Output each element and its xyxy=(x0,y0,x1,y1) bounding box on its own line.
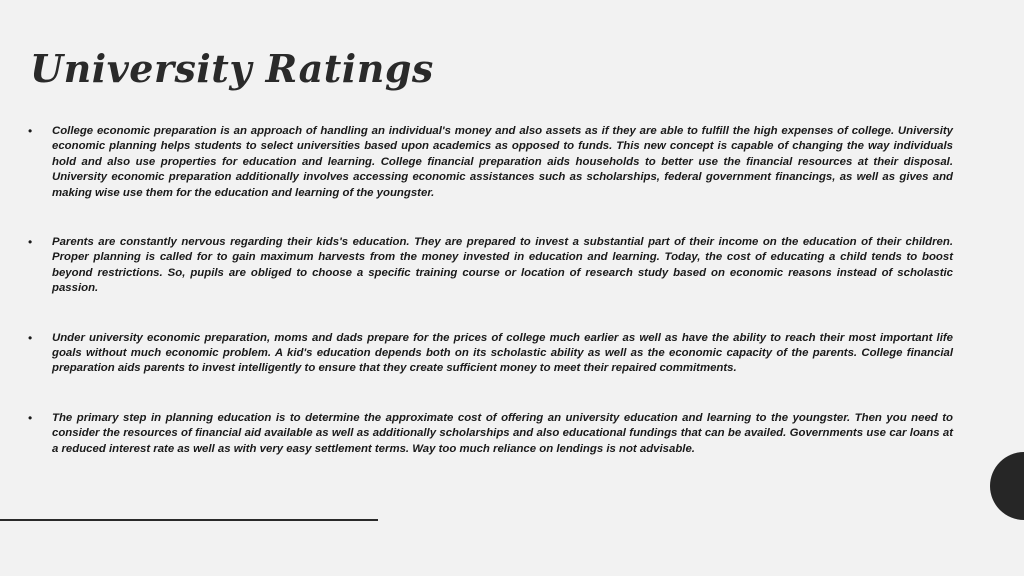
bullet-list xyxy=(28,124,953,457)
bullet-item xyxy=(28,124,953,201)
bullet-text: Under university economic preparation, moms and dads prepare for the prices of college much earlier as well as have the ability to reach their most important life goals without much economic problem. A kid's education depends both on its scholastic ability as well as the economic capacity of the parents. College financial preparation aids parents to invest intelligently to ensure that they create sufficient money to meet their repaired commitments. xyxy=(52,331,953,375)
bullet-item xyxy=(28,235,953,297)
bullet-text: College economic preparation is an approach of handling an individual's money and also assets as if they are able to fulfill the high expenses of college. University economic planning helps students to select universities based upon academics as opposed to funds. This new concept is capable of changing the way individuals hold and also use properties for education and learning. College financial preparation aids households to better use the financial resources at their disposal. University economic preparation additionally involves accessing economic assistances such as scholarships, federal government financings, as well as gives and making wise use them for the education and learning of the youngster. xyxy=(52,125,953,199)
bullet-dot-icon: • xyxy=(28,330,33,345)
bullet-item xyxy=(28,411,953,457)
decorative-circle xyxy=(990,452,1024,520)
bullet-dot-icon: • xyxy=(28,124,33,138)
slide-title: University Ratings xyxy=(30,46,434,91)
bullet-item xyxy=(28,331,953,377)
bullet-dot-icon: • xyxy=(28,410,33,425)
bullet-text: Parents are constantly nervous regarding their kids's education. They are prepared to invest a substantial part of their income on the education of their children. Proper planning is called for to gain maximum harvests from the money invested in education and learning. Today, the cost of educating a child tends to boost beyond restrictions. So, pupils are obliged to choose a specific training course or location of research study based on economic reasons instead of scholastic passion. xyxy=(52,236,953,295)
bottom-divider xyxy=(0,519,378,521)
bullet-dot-icon: • xyxy=(28,235,33,250)
bullet-text: The primary step in planning education is to determine the approximate cost of offering an university education and learning to the youngster. Then you need to consider the resources of financial aid available as well as additionally scholarships and also educational fundings that can be availed. Governments use car loans at a reduced interest rate as well as with very easy settlement terms. Way too much reliance on lendings is not advisable. xyxy=(52,411,953,455)
